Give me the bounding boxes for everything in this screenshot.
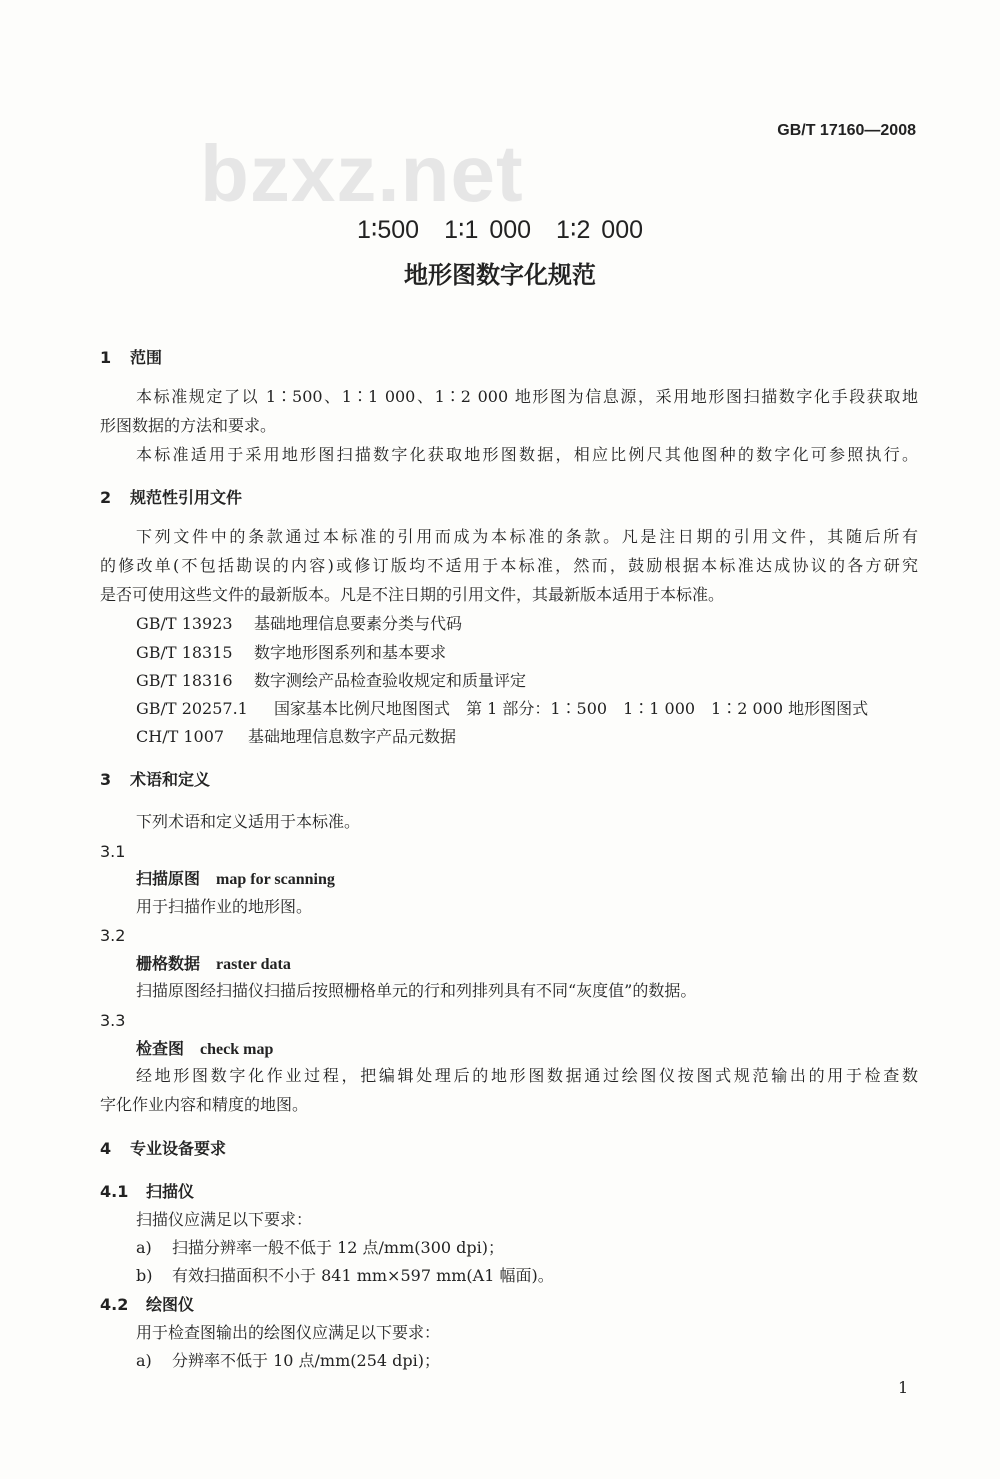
section-4-heading — [100, 1139, 226, 1159]
term-number: 3.2 — [100, 926, 126, 945]
paragraph-line: 本标准适用于采用地形图扫描数字化获取地形图数据，相应比例尺其他图种的数字化可参照执行。 — [136, 445, 918, 464]
reference-code: GB/T 13923 — [136, 614, 233, 633]
reference-code: GB/T 20257.1 — [136, 699, 248, 718]
paragraph-line: 本标准规定了以 1∶500、1∶1 000、1∶2 000 地形图为信息源，采用地形图扫描数字化手段获取地 — [136, 387, 918, 406]
term-name — [136, 869, 335, 890]
term-name — [136, 954, 291, 975]
page-title: 地形图数字化规范 — [404, 261, 596, 289]
reference-title: 数字地形图系列和基本要求 — [254, 643, 447, 662]
paragraph-line: 的修改单(不包括勘误的内容)或修订版均不适用于本标准，然而，鼓励根据本标准达成协议的各方研究 — [100, 556, 918, 575]
section-2-heading — [100, 488, 242, 508]
term-definition: 用于扫描作业的地形图。 — [136, 897, 313, 916]
reference-item — [136, 727, 456, 747]
section-title: 规范性引用文件 — [130, 488, 243, 507]
reference-item — [136, 614, 462, 634]
reference-item — [136, 671, 526, 691]
term-zh: 栅格数据 — [136, 954, 201, 973]
reference-code: CH/T 1007 — [136, 727, 225, 746]
term-definition: 经地形图数字化作业过程，把编辑处理后的地形图数据通过绘图仪按图式规范输出的用于检查数 — [136, 1066, 918, 1085]
list-text: 扫描分辨率一般不低于 12 点/mm(300 dpi)； — [172, 1238, 504, 1257]
list-item — [136, 1266, 554, 1286]
list-marker: a) — [136, 1238, 152, 1257]
list-marker: a) — [136, 1351, 152, 1370]
page-number: 1 — [898, 1378, 909, 1397]
list-item — [136, 1351, 440, 1371]
section-title: 专业设备要求 — [130, 1139, 227, 1158]
term-definition: 扫描原图经扫描仪扫描后按照栅格单元的行和列排列具有不同“灰度值”的数据。 — [136, 981, 697, 1000]
section-number: 1 — [100, 348, 112, 367]
section-number: 4 — [100, 1139, 112, 1158]
subsection-title: 扫描仪 — [146, 1182, 195, 1201]
reference-code: GB/T 18315 — [136, 643, 233, 662]
term-zh: 检查图 — [136, 1039, 185, 1058]
subsection-number: 4.1 — [100, 1182, 129, 1201]
reference-code: GB/T 18316 — [136, 671, 233, 690]
section-title: 术语和定义 — [130, 770, 211, 789]
paragraph-line: 下列文件中的条款通过本标准的引用而成为本标准的条款。凡是注日期的引用文件，其随后所有 — [136, 527, 918, 546]
paragraph-line: 扫描仪应满足以下要求： — [136, 1210, 313, 1229]
section-number: 3 — [100, 770, 112, 789]
term-en: check map — [200, 1041, 274, 1058]
list-marker: b) — [136, 1266, 153, 1285]
section-number: 2 — [100, 488, 112, 507]
reference-title: 基础地理信息要素分类与代码 — [254, 614, 463, 633]
reference-item — [136, 643, 446, 663]
watermark: bzxz.net — [200, 129, 524, 218]
section-3-heading — [100, 770, 210, 790]
reference-title: 数字测绘产品检查验收规定和质量评定 — [254, 671, 527, 690]
reference-title: 基础地理信息数字产品元数据 — [248, 727, 457, 746]
reference-item — [136, 699, 868, 719]
list-text: 分辨率不低于 10 点/mm(254 dpi)； — [172, 1351, 440, 1370]
standard-code: GB/T 17160—2008 — [777, 122, 916, 139]
list-item — [136, 1238, 504, 1258]
subsection-title: 绘图仪 — [146, 1295, 195, 1314]
term-en: map for scanning — [216, 871, 335, 888]
reference-title: 国家基本比例尺地图图式 第 1 部分：1∶500 1∶1 000 1∶2 000 地形图图式 — [274, 699, 869, 718]
term-number: 3.1 — [100, 842, 126, 861]
paragraph-line: 下列术语和定义适用于本标准。 — [136, 812, 361, 831]
scale-title: 1∶500 1∶1 000 1∶2 000 — [356, 216, 644, 244]
paragraph-line: 用于检查图输出的绘图仪应满足以下要求： — [136, 1323, 441, 1342]
list-text: 有效扫描面积不小于 841 mm×597 mm(A1 幅面)。 — [172, 1266, 554, 1285]
term-number: 3.3 — [100, 1011, 126, 1030]
term-en: raster data — [216, 956, 291, 973]
paragraph-line: 是否可使用这些文件的最新版本。凡是不注日期的引用文件，其最新版本适用于本标准。 — [100, 585, 725, 604]
subsection-4-2-heading — [100, 1295, 194, 1315]
section-title: 范围 — [130, 348, 163, 367]
term-definition: 字化作业内容和精度的地图。 — [100, 1095, 309, 1114]
subsection-4-1-heading — [100, 1182, 194, 1202]
term-zh: 扫描原图 — [136, 869, 201, 888]
term-name — [136, 1039, 273, 1060]
paragraph-line: 形图数据的方法和要求。 — [100, 416, 277, 435]
subsection-number: 4.2 — [100, 1295, 129, 1314]
section-1-heading — [100, 348, 162, 368]
